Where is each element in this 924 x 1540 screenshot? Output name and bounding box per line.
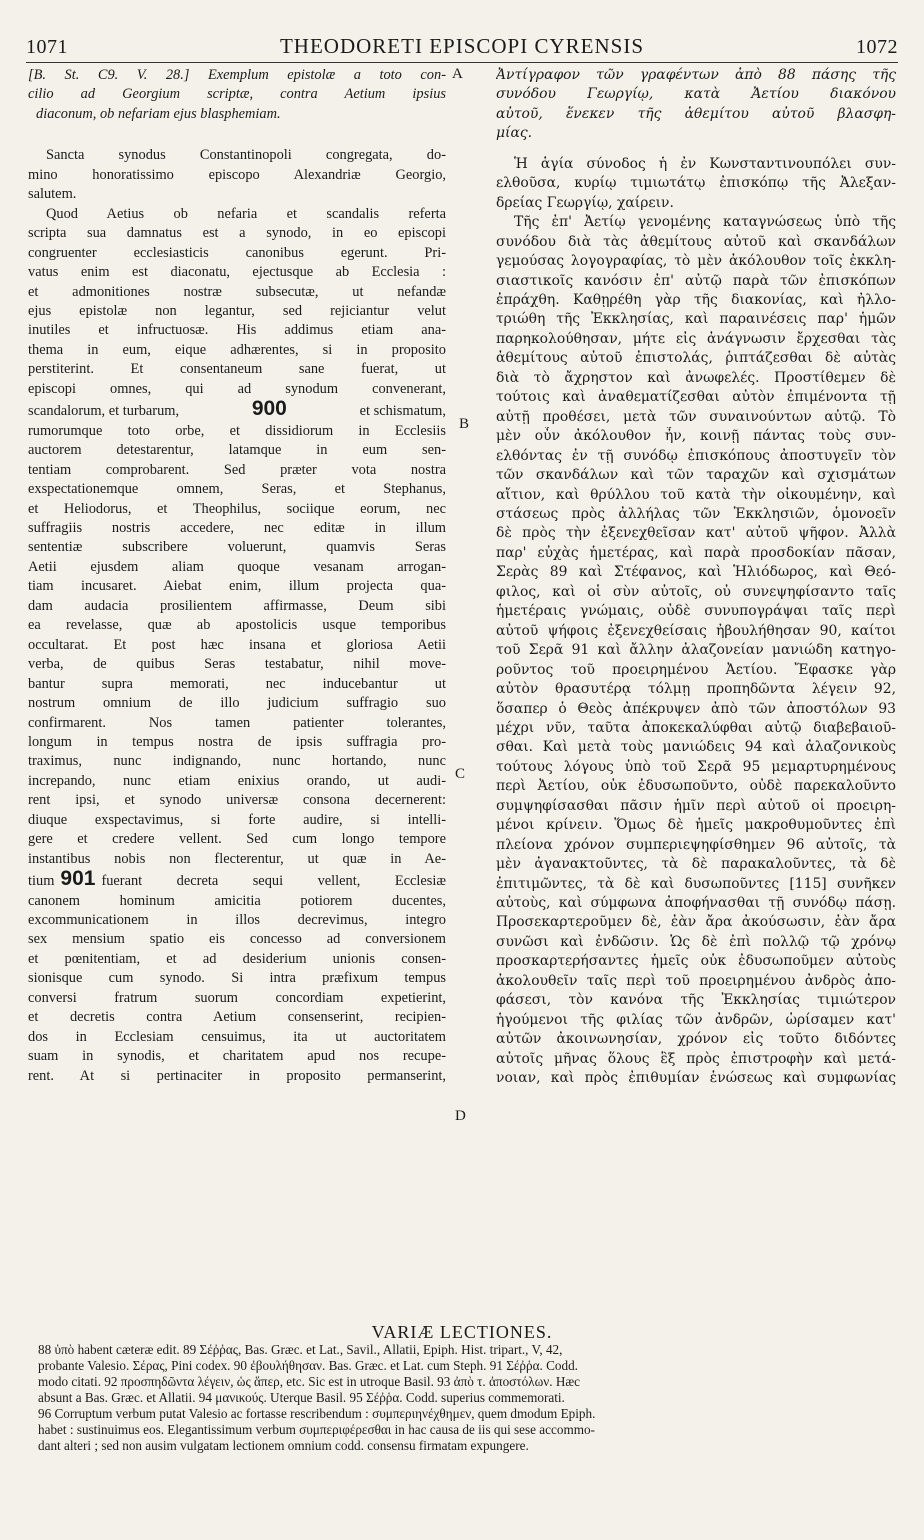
body-line: αὐτοῦ ψήφοις ἐξενεχθείσαις ἠβουλήθησαν 90, καίτοι xyxy=(496,622,896,639)
heading-line: [B. St. C9. V. 28.] Exemplum epistolæ a toto con- xyxy=(28,67,446,83)
note-line: habet : sustinuimus eos. Elegantissimum verbum συμπεριφέρεσθαι in hac causa de iis qui sese accommo- xyxy=(38,1422,595,1437)
body-line: ἀκολουθεῖν ταῖς περὶ τοῦ προειρημένου ἀνδρὸς ἀπο- xyxy=(496,972,896,989)
body-line: confirmarent. Nos tamen patienter tolerantes, xyxy=(28,714,446,731)
body-line: ελθόντας ἐν τῇ συνόδῳ ἐπισκόπους ἀποστυγεῖν τὸν xyxy=(496,447,896,464)
body-line: sionisque cum synodo. Si intra præfixum tempus xyxy=(28,970,446,987)
body-line: τούτοις καὶ ἀναθεματίζεσθαι αὐτὸν ἐπιμένοντα τῇ xyxy=(496,389,896,406)
body-line: excommunicationem in illos decrevimus, integro xyxy=(28,912,446,929)
note-line: 96 Corruptum verbum putat Valesio ac fortasse rescribendum : συμπεριηνέχθημεν, quem dmodum Epiph. xyxy=(38,1406,596,1421)
body-line: canonem hominum amicitia potiorem ducentes, xyxy=(28,892,446,909)
body-line: ροῦντος τοῦ προειρημένου Ἀετίου. Ἔφασκε γὰρ xyxy=(496,661,896,678)
salutation-line: Sancta synodus Constantinopoli congregata, do- xyxy=(46,147,446,164)
body-line: Σερὰς 89 καὶ Στέφανος, καὶ Ἡλιόδωρος, καὶ Θεό- xyxy=(496,564,896,581)
body-line: μὲν ἀγανακτοῦντες, τὰ δὲ παρακαλοῦντες, τὰ δὲ xyxy=(496,856,896,873)
body-line: δὲ πρὸς τὴν ἐξενεχθεῖσαν κατ' αὐτοῦ ψῆφον. Ἀλλὰ xyxy=(496,525,896,542)
note-line: 88 ὑπὸ habent cæteræ edit. 89 Σέῤῥας, Bas. Græc. et Lat., Savil., Allatii, Epiph. Hist. tripart., V, 42, xyxy=(38,1342,563,1357)
body-line: exspectationemque omnem, Seras, et Stephanus, xyxy=(28,481,446,498)
body-fragment: fuerant decreta sequi vellent, Ecclesiæ xyxy=(101,873,446,890)
body-line: συνῶσι καὶ ἐνδῶσιν. Ὡς δὲ ἐπὶ πολλῷ τῷ χρόνῳ xyxy=(496,933,896,950)
body-line: γεμούσας λογογραφίας, τὸ μὲν ἀκόλουθον τοῖς ἐκκλη- xyxy=(496,253,896,270)
body-line: suam in synodis, et charitatem apud nos recupe- xyxy=(28,1048,446,1065)
body-line: conversi fratrum suorum concordiam expetierint, xyxy=(28,989,446,1006)
body-line: τῶν σκανδάλων καὶ τῶν ταραχῶν καὶ σχισμάτων xyxy=(496,467,896,484)
note-line: absunt a Bas. Græc. et Allatii. 94 μανικούς. Uterque Basil. 95 Σέῤῥα. Codd. superius commemorati. xyxy=(38,1390,565,1405)
page-header xyxy=(26,34,898,60)
body-line: tentiam comprobarent. Sed præter vota nostra xyxy=(28,461,446,478)
body-line: dos in Ecclesiam censuimus, ita ut auctoritatem xyxy=(28,1028,446,1045)
column-number-right: 1072 xyxy=(856,36,898,58)
salutation-line: mino honoratissimo episcopo Alexandriæ Georgio, xyxy=(28,166,446,183)
body-line: scripta sua damnatus est a synodo, in eo episcopi xyxy=(28,225,446,242)
latin-body xyxy=(28,205,446,1086)
note-line: dant alteri ; sed non ausim vulgatam lectionem omnium codd. consensu firmatam expungere. xyxy=(38,1438,529,1453)
variae-lectiones-notes xyxy=(38,1342,888,1454)
body-line: σθαι. Καὶ μετὰ τοὺς μανιώδεις 94 καὶ ἀλαζονικοὺς xyxy=(496,739,896,756)
body-line: αὐτοὺς, καὶ σύμφωνα ἀποφήνασθαι τῇ συνόδῳ πάσῃ. xyxy=(496,895,896,912)
body-line: Τῆς ἐπ' Ἀετίῳ γενομένης καταγνώσεως ὑπὸ τῆς xyxy=(514,214,896,231)
margin-letter-d: D xyxy=(455,1108,466,1124)
body-line: suffragiis nostris accedere, nec editæ in illum xyxy=(28,519,446,536)
header-rule xyxy=(26,62,898,63)
body-fragment: tium xyxy=(28,873,55,890)
body-line: σιαστικοῖς κανόσιν ἐπ' αὐτῷ παρὰ τῶν ἐπισκόπων xyxy=(496,272,896,289)
body-line: ἡμετέραις γνώμαις, οὐδὲ συνυπογράψαι ταῖς περὶ xyxy=(496,603,896,620)
margin-letter-b: B xyxy=(459,416,470,432)
body-fragment: et schismatum, xyxy=(359,403,446,420)
body-line: gere et credere vellent. Sed cum longo tempore xyxy=(28,831,446,848)
body-line: συμψηφίσασθαι πᾶσιν ἡμῖν περὶ αὐτοῦ οἱ προειρη- xyxy=(496,797,896,814)
variae-lectiones-title: VARIÆ LECTIONES. xyxy=(371,1322,553,1342)
body-line: αὐτῇ προθέσει, μετὰ τῶν συναινούντων αὐτῷ. Τὸ xyxy=(496,408,896,425)
body-line: verba, de quibus Seras testabatur, nihil move- xyxy=(28,656,446,673)
body-line: sententiæ subscribere voluerunt, quamvis Seras xyxy=(28,539,446,556)
body-line: παρηκολούθησαν, μήτε εἰς ἀνάγνωσιν ἔρχεσθαι τὰς xyxy=(496,330,896,347)
salutation-line: salutem. xyxy=(28,186,77,203)
heading-line: cilio ad Georgium scriptæ, contra Aetium ipsius xyxy=(28,86,446,103)
body-line: μένοι κρίνειν. Ὅμως δὲ ἡμεῖς μακροθυμοῦντες ἐπὶ xyxy=(496,817,896,834)
margin-letter-a: A xyxy=(452,66,463,82)
body-line: thema in eum, eique adhærentes, si in proposito xyxy=(28,341,446,358)
body-line: rumorumque toto orbe, et dissidiorum in Ecclesiis xyxy=(28,422,446,439)
body-line: τοῦ Σερᾶ 91 καὶ ἄλλην ἀλαζονείαν μανιώδη κατηγο- xyxy=(496,642,896,659)
body-line: τριώθη τῆς Ἐκκλησίας, καὶ παραινέσεις παρ' ἡμῶν xyxy=(496,311,896,328)
body-line: et Heliodorus, et Theophilus, sociique eorum, nec xyxy=(28,500,446,517)
body-line: sex mensium spatio eis concesso ad conversionem xyxy=(28,931,446,948)
body-line: ea revelasse, quæ ab apostolicis usque temporibus xyxy=(28,617,446,634)
body-line: φάσεσι, τὸν κανόνα τῆς Ἐκκλησίας τιμιώτερον xyxy=(496,992,896,1009)
body-line: vatus enim est diaconatu, ejectusque ab Ecclesia : xyxy=(28,264,446,281)
greek-body xyxy=(496,213,896,1088)
heading-line: μίας. xyxy=(496,125,533,142)
body-fragment: scandalorum, et turbarum, xyxy=(28,403,180,420)
body-line: ἐπιτιμῶντες, τὰ δὲ καὶ δυσωποῦντες [115] συνῆκεν xyxy=(496,875,896,892)
latin-salutation xyxy=(28,146,446,204)
body-line: longum in tempus nostra de ipsis suffragia pro- xyxy=(28,733,446,750)
body-line: traximus, nunc indignando, nunc hortando, nunc xyxy=(28,753,446,770)
body-line: diuque exspectavimus, si forte audire, si intelli- xyxy=(28,811,446,828)
body-line: νοιαν, καὶ πρὸς ἐπιθυμίαν ἑνώσεως καὶ συμφωνίας xyxy=(496,1070,896,1087)
body-line: rent. At si pertinaciter in proposito permanserint, xyxy=(28,1067,446,1084)
body-line: μέχρι νῦν, ταῦτα ἀποκεκαλύφθαι αὐτῷ διαβεβαιοῦ- xyxy=(496,719,896,736)
body-line: συνόδου διὰ τὰς ἀθεμίτους αὐτοῦ καὶ σκανδάλων xyxy=(496,233,896,250)
body-line: στάσεως πρὸς ἀλλήλας τῶν Ἐκκλησιῶν, ὁμονοεῖν xyxy=(496,505,896,522)
body-line: tiam incusaret. Aiebat enim, illum projecta qua- xyxy=(28,578,446,595)
body-line: προσκαρτερήσαντες ἡμεῖς οὐκ ἐδυσωποῦμεν αὐτοὺς xyxy=(496,953,896,970)
greek-heading xyxy=(496,66,896,144)
body-line: ἐπράχθη. Καθῃρέθη γὰρ τῆς διακονίας, καὶ ἠλλο- xyxy=(496,291,896,308)
body-line: διὰ τὸ ἄχρηστον καὶ ἀνωφελές. Προστίθεμεν δὲ xyxy=(496,369,896,386)
body-line: ὅσαπερ ὁ Θεὸς ἀπέκρυψεν ἀπὸ τῶν ἀποστόλων 93 xyxy=(496,700,896,717)
salutation-line: Ἡ ἁγία σύνοδος ἡ ἐν Κωνσταντινουπόλει συν- xyxy=(514,155,896,172)
heading-line: συνόδου Γεωργίῳ, κατὰ Ἀετίου διακόνου xyxy=(496,86,896,103)
salutation-line: δρείας Γεωργίῳ, χαίρειν. xyxy=(496,194,674,211)
body-line: μὲν οὖν ἀκόλουθον ἦν, κοινῇ πάντας τοὺς συν- xyxy=(496,428,896,445)
body-line: περὶ Ἀετίου, οὐκ ἐδυσωποῦντο, οὐδὲ παρεκαλοῦντο xyxy=(496,778,896,795)
body-line: ἡγούμενοι τῆς φιλίας τῶν ἀνδρῶν, ὡρίσαμεν κατ' xyxy=(496,1011,896,1028)
running-title: THEODORETI EPISCOPI CYRENSIS xyxy=(279,34,645,58)
body-line: ejus epistolæ non legantur, sed rejiciantur velut xyxy=(28,302,446,319)
body-line: τούτους λόγους ὑπὸ τοῦ Σερᾶ 95 μεμαρτυρημένους xyxy=(496,758,896,775)
greek-column xyxy=(496,66,896,1089)
body-line: παρ' εὐχὰς ἡμετέρας, καὶ παρὰ προσδοκίαν πᾶσαν, xyxy=(496,544,896,561)
column-number-901: 901 xyxy=(60,869,96,891)
body-line: Προσεκαρτεροῦμεν δὲ, ἐὰν ἄρα ἀκούσωσιν, ἐὰν ἄρα xyxy=(496,914,896,931)
body-line: nostrum omnium de illo judicium suffragio suo xyxy=(28,695,446,712)
heading-line: αὐτοῦ, ἕνεκεν τῆς ἀθεμίτου αὐτοῦ βλασφη- xyxy=(496,105,896,122)
margin-letter-c: C xyxy=(455,766,466,782)
body-line: increpando, nunc etiam enixius orando, ut audi- xyxy=(28,772,446,789)
body-line: ἀθεμίτους αὐτοῦ ἐπιστολάς, ῥιπτάζεσθαι δὲ αὐτὰς xyxy=(496,350,896,367)
body-line: αὐτὸν θρασυτέρᾳ τόλμῃ προπηδῶντα λέγειν 92, xyxy=(496,681,896,698)
body-line: Aetii ejusdem aliam quoque vesanam arrogan- xyxy=(28,558,446,575)
body-line: αἴτιον, καὶ θρύλλου τοῦ κατὰ τὴν οἰκουμένην, καὶ xyxy=(496,486,896,503)
body-line: αὐτῶν ἀκοινωνησίαν, χρόνον εἰς τοῦτο διδόντες xyxy=(496,1031,896,1048)
body-line: inutiles et infructuosæ. His addimus etiam ana- xyxy=(28,322,446,339)
body-line: et pœnitentiam, et ad desiderium unionis consen- xyxy=(28,950,446,967)
salutation-line: ελθοῦσα, κυρίῳ τιμιωτάτῳ ἐπισκόπῳ τῆς Ἀλεξαν- xyxy=(496,175,896,192)
heading-line: Ἀντίγραφον τῶν γραφέντων ἀπὸ 88 πάσης τῆς xyxy=(496,67,896,83)
body-line: et admonitiones nostræ subsecutæ, ut nefandæ xyxy=(28,283,446,300)
body-line: et decretis contra Aetium consenserint, recipien- xyxy=(28,1009,446,1026)
body-line: πλείονα χρόνον συμπεριεψηφίσθημεν 96 αὐτοῖς, τὰ xyxy=(496,836,896,853)
heading-line: diaconum, ob nefariam ejus blasphemiam. xyxy=(36,105,281,122)
body-line: dam audacia prosilientem affirmasse, Deum sibi xyxy=(28,597,446,614)
body-line: rent ipsi, et synodo universæ consona decernerent: xyxy=(28,792,446,809)
body-line: bantur supra memorati, nec inducebantur ut xyxy=(28,675,446,692)
greek-salutation xyxy=(496,155,896,213)
body-line: αὐτοῖς μῆνας ὅλους ἓξ πρὸς ἐπιστροφὴν καὶ μετά- xyxy=(496,1050,896,1067)
body-line: Quod Aetius ob nefaria et scandalis referta xyxy=(46,205,446,222)
body-line: congruenter ecclesiasticis canonibus egerunt. Pri- xyxy=(28,244,446,261)
note-line: probante Valesio. Σέρας, Pini codex. 90 ἐβουλήθησαν. Bas. Græc. et Lat. cum Steph. 91 Σέῤῥα. Codd. xyxy=(38,1358,578,1373)
latin-heading xyxy=(28,66,446,124)
body-line xyxy=(28,869,446,891)
body-line: episcopi omnes, qui ad synodum convenerant, xyxy=(28,380,446,397)
column-number-left: 1071 xyxy=(26,36,68,58)
body-line xyxy=(28,399,446,421)
body-line: auctorem detestarentur, latamque in eum sen- xyxy=(28,442,446,459)
latin-column xyxy=(28,66,446,1086)
body-line: perstiterint. Et consentaneum sane fuerat, ut xyxy=(28,361,446,378)
note-line: modo citati. 92 προσπηδῶντα λέγειν, ὡς ἅπερ, etc. Sic est in utroque Basil. 93 ἀπὸ τ. ἀποστόλων. Hæc xyxy=(38,1374,580,1389)
body-line: occultarat. Et post hæc insana et gloriosa Aetii xyxy=(28,636,446,653)
body-line: instantibus nobis non flecterentur, ut quæ in Ae- xyxy=(28,850,446,867)
column-number-900: 900 xyxy=(251,399,287,421)
body-line: φιλος, καὶ οἱ σὺν αὐτοῖς, οὐ συνεψηφίσαντο ταῖς xyxy=(496,583,896,600)
